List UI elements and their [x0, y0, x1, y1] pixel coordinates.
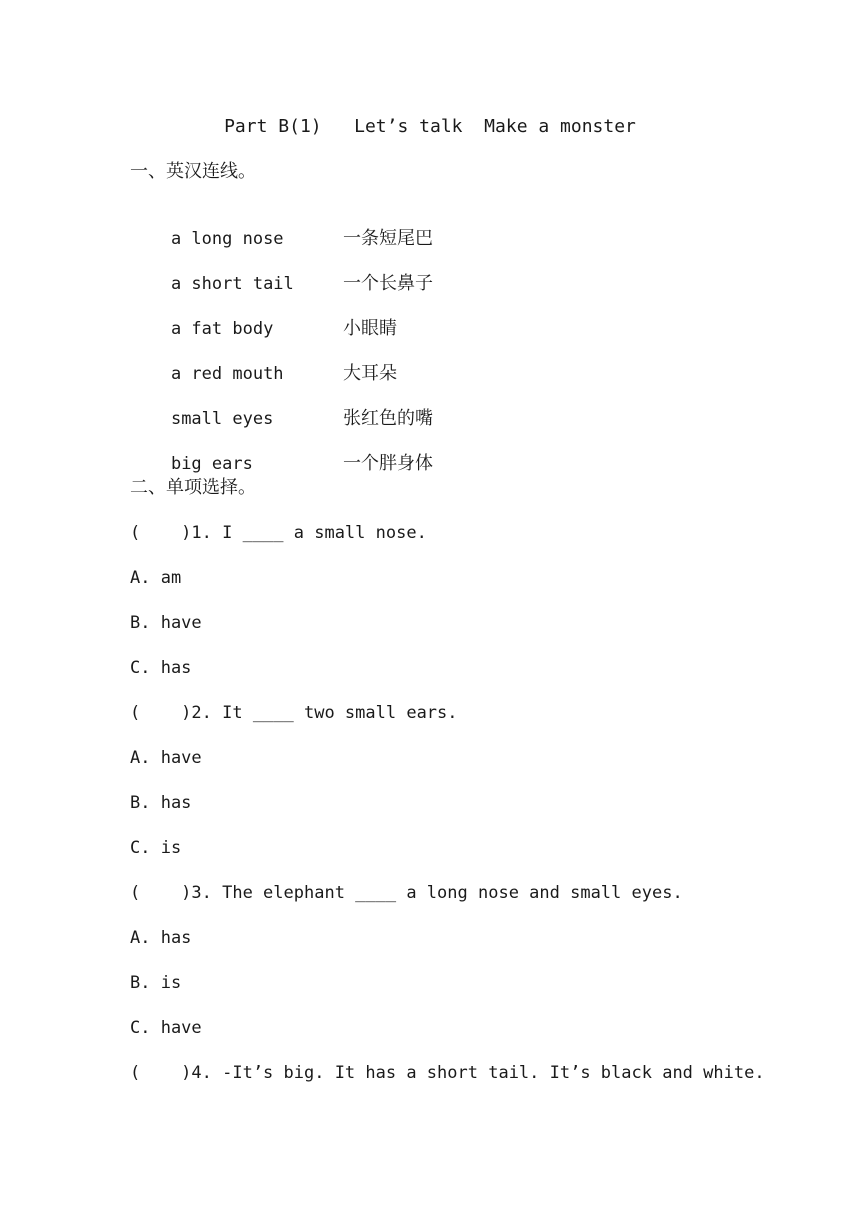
answer-option: C. have	[130, 1018, 202, 1038]
answer-option: B. has	[130, 793, 192, 813]
chinese-phrase: 一条短尾巴	[342, 228, 433, 249]
answer-option: A. have	[130, 748, 202, 768]
question-stem: ( )1. I ____ a small nose.	[130, 523, 427, 543]
english-phrase: big ears	[170, 454, 253, 474]
english-phrase: a long nose	[170, 229, 284, 249]
english-phrase: a fat body	[170, 319, 274, 339]
page-title: Part B(1) Let’s talk Make a monster	[224, 116, 636, 137]
answer-option: C. is	[130, 838, 182, 858]
chinese-phrase: 大耳朵	[342, 363, 397, 384]
answer-option: A. has	[130, 928, 192, 948]
english-phrase: a red mouth	[170, 364, 284, 384]
chinese-phrase: 张红色的嘴	[342, 408, 433, 429]
section-1-heading: 一、英汉连线。	[130, 161, 256, 182]
answer-option: B. have	[130, 613, 202, 633]
question-stem: ( )2. It ____ two small ears.	[130, 703, 458, 723]
answer-option: C. has	[130, 658, 192, 678]
section-2-heading: 二、单项选择。	[130, 477, 256, 498]
chinese-phrase: 一个长鼻子	[342, 273, 433, 294]
chinese-phrase: 一个胖身体	[342, 453, 433, 474]
answer-option: B. is	[130, 973, 182, 993]
english-phrase: small eyes	[170, 409, 274, 429]
answer-option: A. am	[130, 568, 182, 588]
question-stem: ( )4. -It’s big. It has a short tail. It’s black and white.	[130, 1063, 765, 1083]
english-phrase: a short tail	[170, 274, 294, 294]
question-stem: ( )3. The elephant ____ a long nose and small eyes.	[130, 883, 683, 903]
chinese-phrase: 小眼睛	[342, 318, 397, 339]
